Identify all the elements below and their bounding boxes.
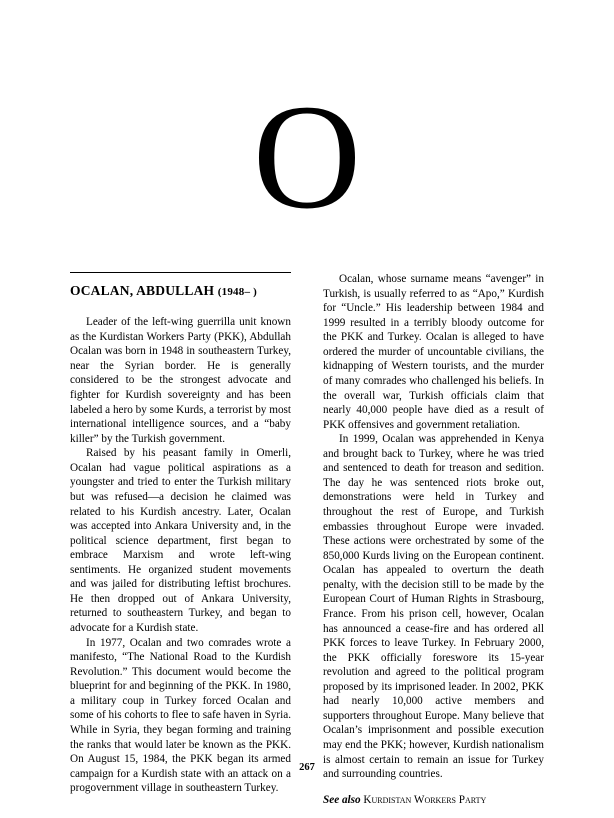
section-dropcap	[0, 74, 614, 240]
paragraph: Leader of the left-wing guerrilla unit known as the Kurdistan Workers Party (PKK), Abdullah Ocalan was born in 1948 in southeastern Turkey, near the Syrian border. He is generally considered to be the strongest advocate and fighter for Kurdish sovereignty and has been labeled a hero by some Kurds, a terrorist by most international intelligence sources, and a “baby killer” by the Turkish government.	[70, 316, 291, 445]
see-also-target[interactable]: Kurdistan Workers Party	[363, 793, 487, 806]
dropcap-letter: O	[252, 74, 362, 240]
paragraph: In 1999, Ocalan was apprehended in Kenya and brought back to Turkey, where he was tried and sentenced to death for treason and sedition. The day he was sentenced riots broke out, demonstrations were held in Turkey and throughout the rest of Europe, and Turkish embassies throughout Europe were invaded. These actions were orchestrated by some of the 850,000 Kurds living on the European continent. Ocalan has appealed to overturn the death penalty, with the decision still to be made by the European Court of Human Rights in Strasbourg, France. From his prison cell, however, Ocalan has announced a cease-fire and has ordered all PKK forces to leave Turkey. In February 2000, the PKK officially foreswore its 15-year revolution and agreed to the political program proposed by its imprisoned leader. In 2002, PKK had nearly 10,000 active members and supporters throughout Europe. Many believe that Ocalan’s imprisonment and possible execution may end the PKK; however, Kurdish nationalism is almost certain to remain an issue for Turkey and surrounding countries.	[323, 433, 544, 781]
paragraph: Ocalan, whose surname means “avenger” in Turkish, is usually referred to as “Apo,” Kurdish for “Uncle.” His leadership between 1984 and 1999 resulted in a terribly bloody outcome for the PKK and Turkey. Ocalan is alleged to have ordered the murder of uncountable civilians, the kidnapping of Western tourists, and the murder of many comrades who challenged his beliefs. In the overall war, Turkish officials claim that nearly 40,000 people have died as a result of PKK offensives and government retaliation.	[323, 273, 544, 431]
entry-dates: (1948– )	[217, 286, 257, 298]
title-rule	[70, 272, 291, 273]
page-number: 267	[299, 762, 315, 773]
page-title	[70, 283, 291, 299]
paragraph: In 1977, Ocalan and two comrades wrote a manifesto, “The National Road to the Kurdish Revolution.” This document would become the blueprint for and beginning of the PKK. In 1980, a military coup in Turkey forced Ocalan and some of his cohorts to flee to safe haven in Syria. While in Syria, they began forming and training the ranks that would later be known as the PKK. On August 15, 1984, the PKK began its armed campaign for a Kurdish state with an attack on a progovernment village in southeastern Turkey.	[70, 636, 291, 795]
see-also-label: See also	[323, 793, 361, 806]
entry-title-text: OCALAN, ABDULLAH	[70, 283, 215, 298]
left-column	[70, 272, 291, 796]
paragraph: Raised by his peasant family in Omerli, Ocalan had vague political aspirations as a youngster and tried to enter the Turkish military but was refused—a decision he claimed was related to his Kurdish ancestry. Later, Ocalan was accepted into Ankara University and, in the political science department, first began to embrace Marxism and wrote left-wing sentiments. He organized student movements and was jailed for distributing leftist brochures. He then dropped out of Ankara University, returned to southeastern Turkey, and began to advocate for a Kurdish state.	[70, 447, 291, 634]
right-column	[323, 272, 544, 818]
